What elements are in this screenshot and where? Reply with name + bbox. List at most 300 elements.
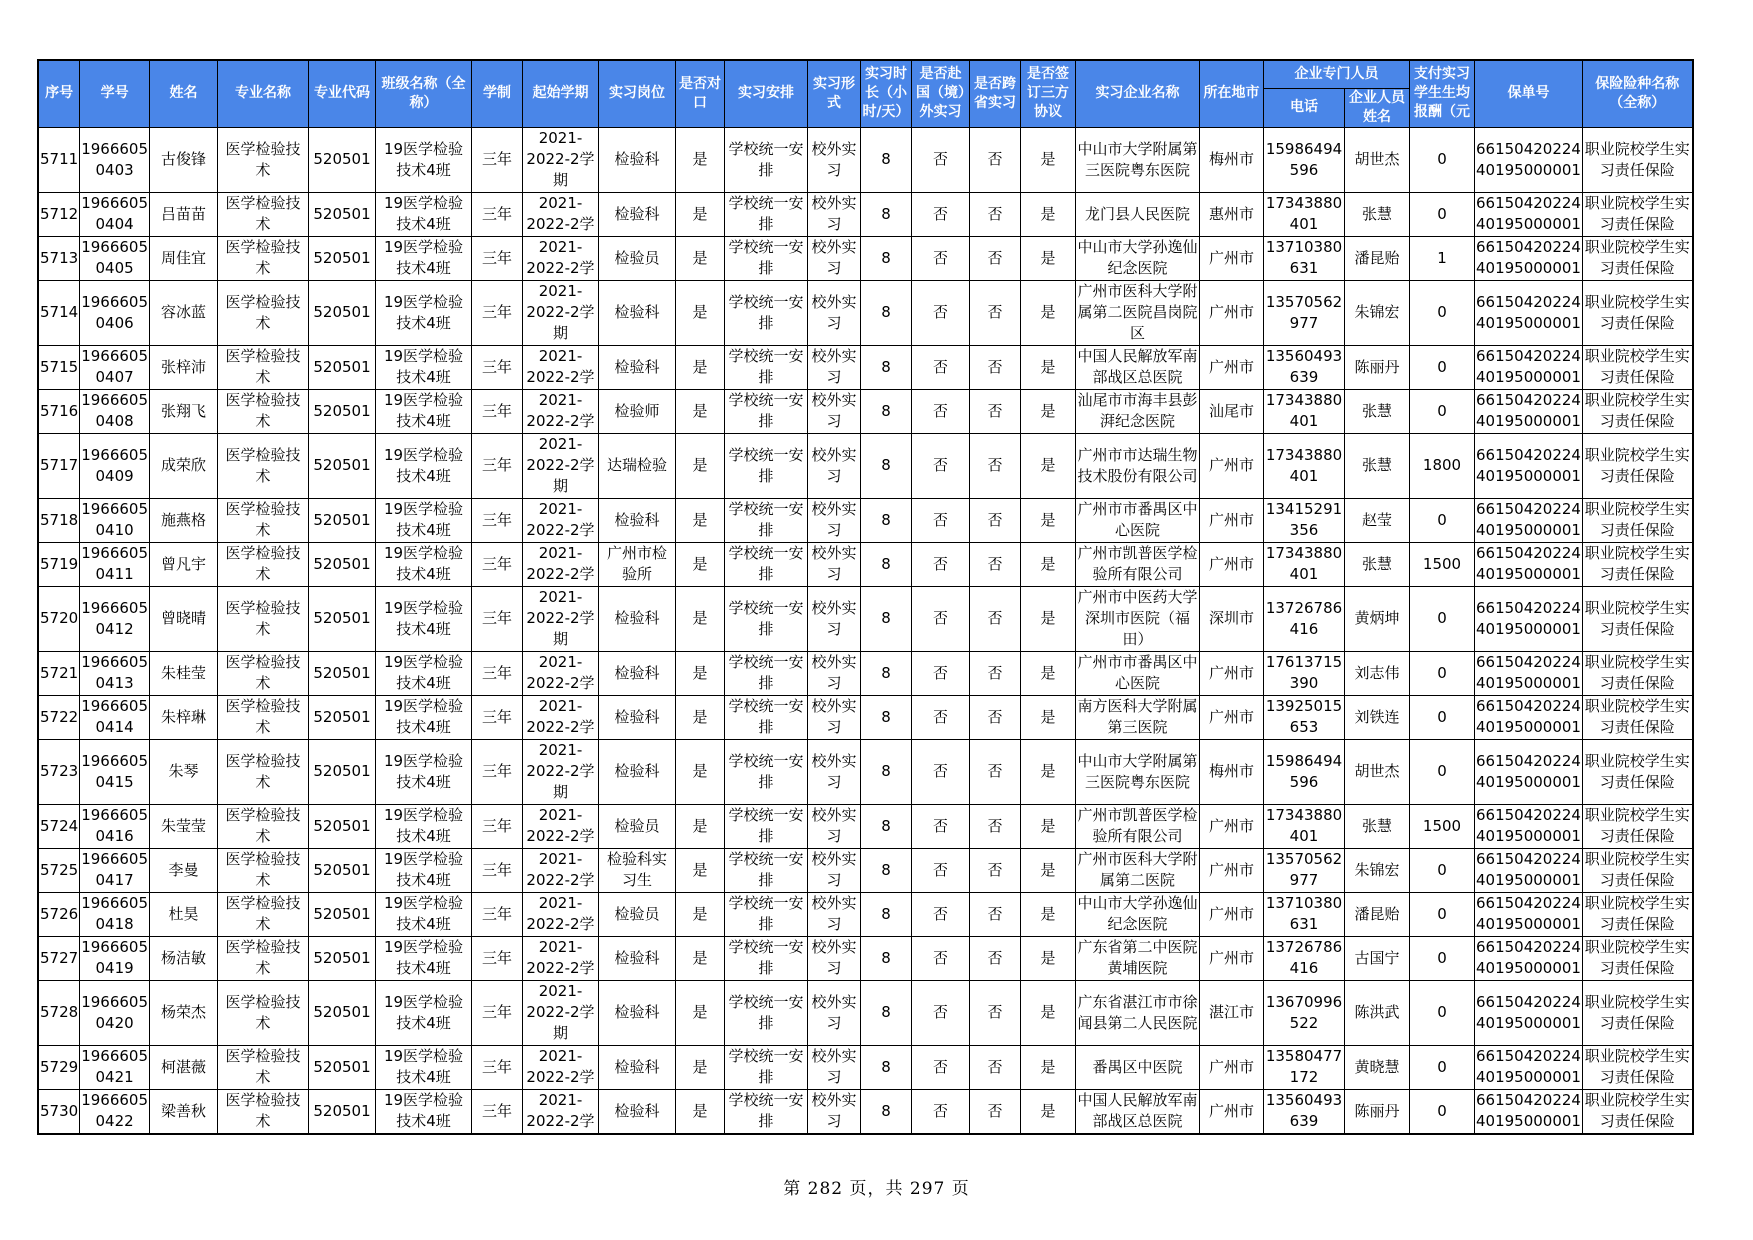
cell-city: 广州市 <box>1200 892 1264 936</box>
cell-student-id: 1966605 0414 <box>80 695 150 739</box>
cell-hours: 8 <box>861 892 912 936</box>
cell-pay: 1500 <box>1410 542 1475 586</box>
cell-match: 是 <box>676 236 725 280</box>
table-row <box>38 127 1693 192</box>
cell-name: 杜昊 <box>150 892 218 936</box>
cell-match: 是 <box>676 389 725 433</box>
header-abroad: 是否赴国（境）外实习 <box>912 60 970 127</box>
cell-student-id: 1966605 0404 <box>80 192 150 236</box>
cell-duration: 三年 <box>472 739 523 804</box>
table-row <box>38 739 1693 804</box>
cell-insurance: 职业院校学生实习责任保险 <box>1583 345 1693 389</box>
cell-duration: 三年 <box>472 892 523 936</box>
cell-seq: 5725 <box>38 848 80 892</box>
cell-contact-name: 张慧 <box>1345 389 1410 433</box>
cell-seq: 5715 <box>38 345 80 389</box>
cell-pay: 0 <box>1410 980 1475 1045</box>
cell-policy: 66150420224 40195000001 <box>1475 1089 1583 1134</box>
cell-cross-province: 否 <box>970 542 1021 586</box>
cell-form: 校外实习 <box>808 695 861 739</box>
cell-policy: 66150420224 40195000001 <box>1475 892 1583 936</box>
cell-match: 是 <box>676 1089 725 1134</box>
cell-major-code: 520501 <box>309 804 376 848</box>
cell-student-id: 1966605 0418 <box>80 892 150 936</box>
cell-policy: 66150420224 40195000001 <box>1475 980 1583 1045</box>
cell-post: 检验科 <box>599 345 676 389</box>
cell-abroad: 否 <box>912 848 970 892</box>
cell-duration: 三年 <box>472 433 523 498</box>
cell-term: 2021-2022-2学 <box>523 892 599 936</box>
cell-pay: 0 <box>1410 848 1475 892</box>
cell-match: 是 <box>676 498 725 542</box>
cell-phone: 17343880 401 <box>1264 192 1345 236</box>
cell-major: 医学检验技术 <box>218 980 309 1045</box>
cell-phone: 13710380 631 <box>1264 892 1345 936</box>
cell-arrange: 学校统一安排 <box>725 498 808 542</box>
cell-insurance: 职业院校学生实习责任保险 <box>1583 433 1693 498</box>
cell-hours: 8 <box>861 936 912 980</box>
cell-duration: 三年 <box>472 498 523 542</box>
table-row <box>38 651 1693 695</box>
cell-cross-province: 否 <box>970 127 1021 192</box>
header-cross-province: 是否跨省实习 <box>970 60 1021 127</box>
cell-city: 广州市 <box>1200 542 1264 586</box>
header-pay: 支付实习学生生均报酬（元 <box>1410 60 1475 127</box>
cell-company: 中国人民解放军南部战区总医院 <box>1076 345 1200 389</box>
cell-match: 是 <box>676 739 725 804</box>
cell-major: 医学检验技术 <box>218 192 309 236</box>
cell-student-id: 1966605 0411 <box>80 542 150 586</box>
cell-arrange: 学校统一安排 <box>725 651 808 695</box>
cell-name: 张翔飞 <box>150 389 218 433</box>
cell-term: 2021-2022-2学 <box>523 695 599 739</box>
cell-form: 校外实习 <box>808 433 861 498</box>
cell-cross-province: 否 <box>970 345 1021 389</box>
cell-match: 是 <box>676 1045 725 1089</box>
cell-name: 古俊锋 <box>150 127 218 192</box>
cell-match: 是 <box>676 345 725 389</box>
cell-duration: 三年 <box>472 127 523 192</box>
cell-seq: 5714 <box>38 280 80 345</box>
cell-student-id: 1966605 0403 <box>80 127 150 192</box>
cell-arrange: 学校统一安排 <box>725 236 808 280</box>
cell-term: 2021-2022-2学 <box>523 192 599 236</box>
cell-cross-province: 否 <box>970 892 1021 936</box>
cell-insurance: 职业院校学生实习责任保险 <box>1583 804 1693 848</box>
cell-post: 检验科 <box>599 651 676 695</box>
cell-tripartite: 是 <box>1021 804 1076 848</box>
cell-contact-name: 胡世杰 <box>1345 127 1410 192</box>
cell-phone: 13726786 416 <box>1264 586 1345 651</box>
cell-city: 广州市 <box>1200 345 1264 389</box>
header-policy: 保单号 <box>1475 60 1583 127</box>
cell-major: 医学检验技术 <box>218 804 309 848</box>
cell-class: 19医学检验技术4班 <box>376 804 472 848</box>
cell-company: 广东省第二中医院黄埔医院 <box>1076 936 1200 980</box>
cell-term: 2021-2022-2学 <box>523 498 599 542</box>
cell-form: 校外实习 <box>808 651 861 695</box>
cell-policy: 66150420224 40195000001 <box>1475 586 1583 651</box>
cell-major-code: 520501 <box>309 192 376 236</box>
cell-post: 检验科 <box>599 1045 676 1089</box>
cell-cross-province: 否 <box>970 651 1021 695</box>
header-insurance: 保险险种名称（全称） <box>1583 60 1693 127</box>
cell-term: 2021-2022-2学 <box>523 651 599 695</box>
cell-abroad: 否 <box>912 936 970 980</box>
cell-term: 2021-2022-2学期 <box>523 980 599 1045</box>
cell-seq: 5712 <box>38 192 80 236</box>
cell-post: 检验科 <box>599 127 676 192</box>
cell-phone: 17343880 401 <box>1264 542 1345 586</box>
cell-policy: 66150420224 40195000001 <box>1475 192 1583 236</box>
header-phone: 电话 <box>1264 88 1345 127</box>
cell-abroad: 否 <box>912 542 970 586</box>
cell-pay: 0 <box>1410 695 1475 739</box>
header-city: 所在地市 <box>1200 60 1264 127</box>
cell-contact-name: 潘昆贻 <box>1345 892 1410 936</box>
cell-city: 广州市 <box>1200 936 1264 980</box>
cell-student-id: 1966605 0416 <box>80 804 150 848</box>
cell-duration: 三年 <box>472 192 523 236</box>
header-company: 实习企业名称 <box>1076 60 1200 127</box>
cell-student-id: 1966605 0417 <box>80 848 150 892</box>
cell-seq: 5728 <box>38 980 80 1045</box>
cell-major: 医学检验技术 <box>218 892 309 936</box>
cell-pay: 0 <box>1410 651 1475 695</box>
cell-city: 广州市 <box>1200 236 1264 280</box>
cell-seq: 5716 <box>38 389 80 433</box>
cell-tripartite: 是 <box>1021 192 1076 236</box>
cell-abroad: 否 <box>912 236 970 280</box>
cell-insurance: 职业院校学生实习责任保险 <box>1583 236 1693 280</box>
cell-phone: 13710380 631 <box>1264 236 1345 280</box>
cell-abroad: 否 <box>912 498 970 542</box>
cell-term: 2021-2022-2学 <box>523 236 599 280</box>
cell-post: 检验师 <box>599 389 676 433</box>
header-term: 起始学期 <box>523 60 599 127</box>
cell-city: 汕尾市 <box>1200 389 1264 433</box>
cell-form: 校外实习 <box>808 848 861 892</box>
cell-name: 朱琴 <box>150 739 218 804</box>
cell-name: 朱莹莹 <box>150 804 218 848</box>
cell-phone: 17343880 401 <box>1264 433 1345 498</box>
cell-name: 吕苗苗 <box>150 192 218 236</box>
cell-company: 广州市市番禺区中心医院 <box>1076 498 1200 542</box>
cell-form: 校外实习 <box>808 542 861 586</box>
cell-abroad: 否 <box>912 651 970 695</box>
cell-name: 朱桂莹 <box>150 651 218 695</box>
cell-class: 19医学检验技术4班 <box>376 892 472 936</box>
cell-duration: 三年 <box>472 1045 523 1089</box>
cell-cross-province: 否 <box>970 192 1021 236</box>
cell-post: 检验科 <box>599 498 676 542</box>
cell-form: 校外实习 <box>808 236 861 280</box>
cell-contact-name: 古国宁 <box>1345 936 1410 980</box>
cell-insurance: 职业院校学生实习责任保险 <box>1583 586 1693 651</box>
cell-cross-province: 否 <box>970 586 1021 651</box>
cell-major-code: 520501 <box>309 695 376 739</box>
cell-seq: 5719 <box>38 542 80 586</box>
cell-insurance: 职业院校学生实习责任保险 <box>1583 1045 1693 1089</box>
cell-arrange: 学校统一安排 <box>725 389 808 433</box>
table-row <box>38 433 1693 498</box>
cell-phone: 15986494 596 <box>1264 127 1345 192</box>
table-row <box>38 980 1693 1045</box>
cell-pay: 0 <box>1410 345 1475 389</box>
cell-phone: 13580477 172 <box>1264 1045 1345 1089</box>
cell-pay: 0 <box>1410 586 1475 651</box>
cell-name: 周佳宜 <box>150 236 218 280</box>
cell-hours: 8 <box>861 804 912 848</box>
cell-post: 检验科 <box>599 192 676 236</box>
cell-arrange: 学校统一安排 <box>725 280 808 345</box>
cell-contact-name: 陈洪武 <box>1345 980 1410 1045</box>
table-row <box>38 1045 1693 1089</box>
cell-major-code: 520501 <box>309 345 376 389</box>
cell-tripartite: 是 <box>1021 280 1076 345</box>
cell-hours: 8 <box>861 980 912 1045</box>
cell-hours: 8 <box>861 192 912 236</box>
table-row <box>38 804 1693 848</box>
cell-hours: 8 <box>861 280 912 345</box>
table-body <box>38 127 1693 1134</box>
cell-term: 2021-2022-2学 <box>523 542 599 586</box>
cell-contact-name: 张慧 <box>1345 804 1410 848</box>
cell-cross-province: 否 <box>970 1089 1021 1134</box>
cell-abroad: 否 <box>912 695 970 739</box>
cell-major: 医学检验技术 <box>218 433 309 498</box>
cell-post: 检验员 <box>599 892 676 936</box>
cell-city: 广州市 <box>1200 280 1264 345</box>
cell-abroad: 否 <box>912 192 970 236</box>
cell-insurance: 职业院校学生实习责任保险 <box>1583 280 1693 345</box>
cell-seq: 5726 <box>38 892 80 936</box>
cell-major-code: 520501 <box>309 542 376 586</box>
cell-company: 中山市大学附属第三医院粤东医院 <box>1076 739 1200 804</box>
cell-name: 柯湛薇 <box>150 1045 218 1089</box>
cell-major-code: 520501 <box>309 280 376 345</box>
table-row <box>38 848 1693 892</box>
cell-abroad: 否 <box>912 127 970 192</box>
cell-tripartite: 是 <box>1021 739 1076 804</box>
cell-seq: 5724 <box>38 804 80 848</box>
cell-class: 19医学检验技术4班 <box>376 936 472 980</box>
cell-abroad: 否 <box>912 892 970 936</box>
cell-post: 检验科 <box>599 936 676 980</box>
cell-major: 医学检验技术 <box>218 848 309 892</box>
cell-major-code: 520501 <box>309 936 376 980</box>
cell-insurance: 职业院校学生实习责任保险 <box>1583 542 1693 586</box>
cell-student-id: 1966605 0421 <box>80 1045 150 1089</box>
cell-duration: 三年 <box>472 236 523 280</box>
cell-seq: 5730 <box>38 1089 80 1134</box>
cell-cross-province: 否 <box>970 1045 1021 1089</box>
cell-arrange: 学校统一安排 <box>725 980 808 1045</box>
cell-arrange: 学校统一安排 <box>725 892 808 936</box>
cell-hours: 8 <box>861 345 912 389</box>
cell-company: 广州市凯普医学检验所有限公司 <box>1076 542 1200 586</box>
cell-city: 广州市 <box>1200 804 1264 848</box>
cell-class: 19医学检验技术4班 <box>376 127 472 192</box>
cell-policy: 66150420224 40195000001 <box>1475 345 1583 389</box>
header-form: 实习形式 <box>808 60 861 127</box>
cell-arrange: 学校统一安排 <box>725 1045 808 1089</box>
cell-pay: 0 <box>1410 127 1475 192</box>
cell-major: 医学检验技术 <box>218 498 309 542</box>
cell-major-code: 520501 <box>309 127 376 192</box>
cell-phone: 13570562 977 <box>1264 280 1345 345</box>
cell-cross-province: 否 <box>970 389 1021 433</box>
cell-name: 容冰蓝 <box>150 280 218 345</box>
cell-tripartite: 是 <box>1021 345 1076 389</box>
cell-pay: 0 <box>1410 498 1475 542</box>
cell-arrange: 学校统一安排 <box>725 848 808 892</box>
cell-phone: 13570562 977 <box>1264 848 1345 892</box>
cell-duration: 三年 <box>472 804 523 848</box>
cell-major-code: 520501 <box>309 892 376 936</box>
cell-name: 曾凡宇 <box>150 542 218 586</box>
cell-tripartite: 是 <box>1021 498 1076 542</box>
header-arrange: 实习安排 <box>725 60 808 127</box>
cell-match: 是 <box>676 542 725 586</box>
cell-class: 19医学检验技术4班 <box>376 345 472 389</box>
header-post: 实习岗位 <box>599 60 676 127</box>
cell-cross-province: 否 <box>970 804 1021 848</box>
cell-term: 2021-2022-2学 <box>523 389 599 433</box>
cell-class: 19医学检验技术4班 <box>376 739 472 804</box>
cell-city: 广州市 <box>1200 433 1264 498</box>
cell-student-id: 1966605 0415 <box>80 739 150 804</box>
cell-major: 医学检验技术 <box>218 236 309 280</box>
cell-duration: 三年 <box>472 1089 523 1134</box>
cell-major: 医学检验技术 <box>218 1045 309 1089</box>
cell-form: 校外实习 <box>808 739 861 804</box>
cell-cross-province: 否 <box>970 936 1021 980</box>
cell-name: 梁善秋 <box>150 1089 218 1134</box>
cell-abroad: 否 <box>912 1045 970 1089</box>
cell-post: 检验科 <box>599 980 676 1045</box>
cell-major: 医学检验技术 <box>218 739 309 804</box>
cell-class: 19医学检验技术4班 <box>376 586 472 651</box>
cell-abroad: 否 <box>912 433 970 498</box>
cell-company: 汕尾市市海丰县彭湃纪念医院 <box>1076 389 1200 433</box>
cell-hours: 8 <box>861 433 912 498</box>
cell-class: 19医学检验技术4班 <box>376 433 472 498</box>
cell-abroad: 否 <box>912 345 970 389</box>
cell-policy: 66150420224 40195000001 <box>1475 236 1583 280</box>
cell-major-code: 520501 <box>309 498 376 542</box>
cell-major: 医学检验技术 <box>218 127 309 192</box>
cell-tripartite: 是 <box>1021 1089 1076 1134</box>
cell-match: 是 <box>676 586 725 651</box>
cell-city: 广州市 <box>1200 498 1264 542</box>
cell-contact-name: 黄晓慧 <box>1345 1045 1410 1089</box>
cell-seq: 5723 <box>38 739 80 804</box>
table-row <box>38 236 1693 280</box>
cell-duration: 三年 <box>472 389 523 433</box>
cell-duration: 三年 <box>472 651 523 695</box>
cell-abroad: 否 <box>912 280 970 345</box>
cell-policy: 66150420224 40195000001 <box>1475 739 1583 804</box>
page-footer: 第 282 页，共 297 页 <box>783 1179 970 1199</box>
cell-major-code: 520501 <box>309 433 376 498</box>
cell-term: 2021-2022-2学期 <box>523 739 599 804</box>
cell-post: 检验科 <box>599 1089 676 1134</box>
cell-company: 中山市大学孙逸仙纪念医院 <box>1076 236 1200 280</box>
cell-hours: 8 <box>861 848 912 892</box>
cell-cross-province: 否 <box>970 433 1021 498</box>
cell-name: 李曼 <box>150 848 218 892</box>
cell-policy: 66150420224 40195000001 <box>1475 433 1583 498</box>
cell-major: 医学检验技术 <box>218 1089 309 1134</box>
cell-insurance: 职业院校学生实习责任保险 <box>1583 936 1693 980</box>
table-row <box>38 280 1693 345</box>
cell-seq: 5718 <box>38 498 80 542</box>
cell-phone: 17343880 401 <box>1264 804 1345 848</box>
cell-major: 医学检验技术 <box>218 389 309 433</box>
cell-company: 广州市凯普医学检验所有限公司 <box>1076 804 1200 848</box>
table-row <box>38 498 1693 542</box>
cell-pay: 1500 <box>1410 804 1475 848</box>
cell-city: 广州市 <box>1200 1045 1264 1089</box>
cell-seq: 5720 <box>38 586 80 651</box>
cell-major: 医学检验技术 <box>218 542 309 586</box>
cell-city: 广州市 <box>1200 651 1264 695</box>
cell-policy: 66150420224 40195000001 <box>1475 695 1583 739</box>
cell-term: 2021-2022-2学期 <box>523 280 599 345</box>
cell-phone: 13560493 639 <box>1264 345 1345 389</box>
table-row <box>38 345 1693 389</box>
cell-city: 广州市 <box>1200 695 1264 739</box>
cell-major: 医学检验技术 <box>218 586 309 651</box>
cell-cross-province: 否 <box>970 848 1021 892</box>
cell-term: 2021-2022-2学 <box>523 848 599 892</box>
cell-tripartite: 是 <box>1021 651 1076 695</box>
cell-tripartite: 是 <box>1021 848 1076 892</box>
cell-hours: 8 <box>861 586 912 651</box>
cell-company: 中国人民解放军南部战区总医院 <box>1076 1089 1200 1134</box>
header-tripartite: 是否签订三方协议 <box>1021 60 1076 127</box>
cell-student-id: 1966605 0412 <box>80 586 150 651</box>
cell-arrange: 学校统一安排 <box>725 695 808 739</box>
cell-tripartite: 是 <box>1021 936 1076 980</box>
cell-abroad: 否 <box>912 389 970 433</box>
cell-phone: 15986494 596 <box>1264 739 1345 804</box>
cell-hours: 8 <box>861 651 912 695</box>
cell-arrange: 学校统一安排 <box>725 542 808 586</box>
cell-company: 广州市市达瑞生物技术股份有限公司 <box>1076 433 1200 498</box>
cell-match: 是 <box>676 695 725 739</box>
cell-city: 深圳市 <box>1200 586 1264 651</box>
header-name: 姓名 <box>150 60 218 127</box>
table-row <box>38 892 1693 936</box>
cell-company: 番禺区中医院 <box>1076 1045 1200 1089</box>
cell-arrange: 学校统一安排 <box>725 127 808 192</box>
table-row <box>38 1089 1693 1134</box>
cell-abroad: 否 <box>912 739 970 804</box>
cell-city: 惠州市 <box>1200 192 1264 236</box>
cell-arrange: 学校统一安排 <box>725 936 808 980</box>
header-major: 专业名称 <box>218 60 309 127</box>
cell-major-code: 520501 <box>309 651 376 695</box>
header-duration: 学制 <box>472 60 523 127</box>
cell-arrange: 学校统一安排 <box>725 1089 808 1134</box>
cell-insurance: 职业院校学生实习责任保险 <box>1583 848 1693 892</box>
cell-insurance: 职业院校学生实习责任保险 <box>1583 192 1693 236</box>
cell-class: 19医学检验技术4班 <box>376 1089 472 1134</box>
cell-tripartite: 是 <box>1021 389 1076 433</box>
cell-insurance: 职业院校学生实习责任保险 <box>1583 127 1693 192</box>
